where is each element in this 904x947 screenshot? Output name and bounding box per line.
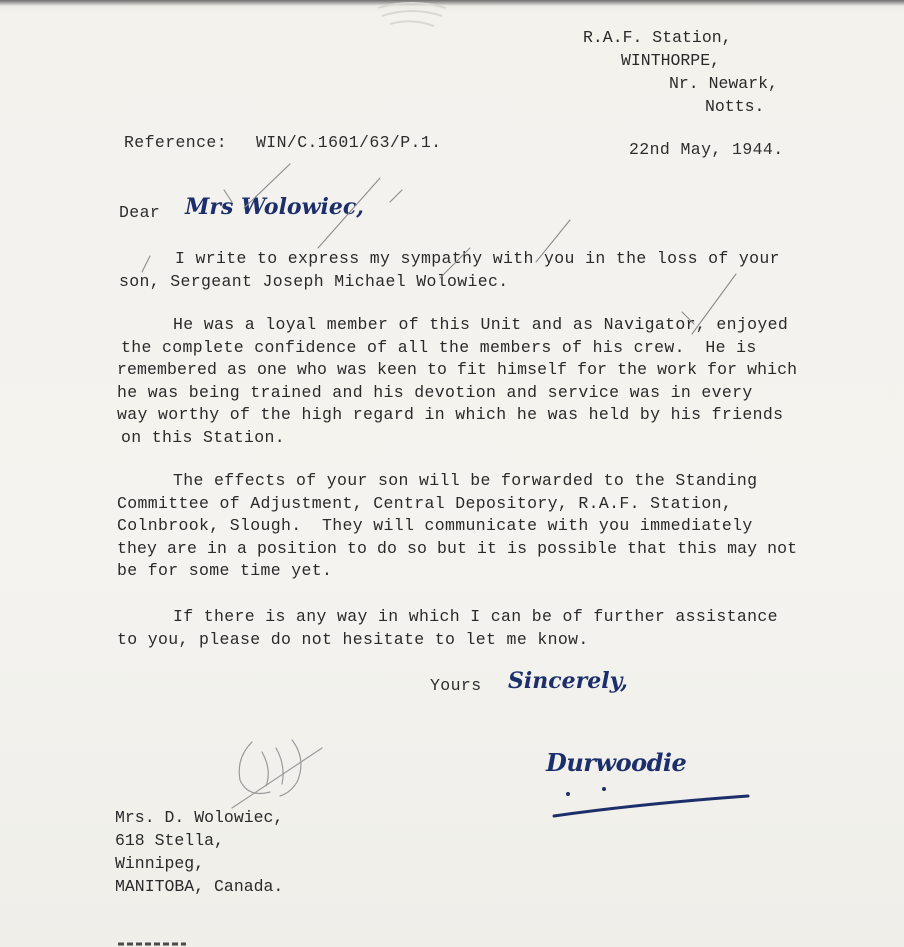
closing-handwritten: Sincerely, (508, 668, 628, 694)
paragraph-2-line-2: the complete confidence of all the members of his crew. He is (121, 337, 757, 357)
paragraph-2-line-5: way worthy of the high regard in which he was held by his friends (117, 405, 784, 424)
recipient-address (115, 806, 283, 898)
station-line-4: Notts. (705, 97, 765, 116)
paragraph-2-line-6: on this Station. (121, 427, 286, 447)
signature-underline (548, 776, 758, 826)
paragraph-3 (117, 470, 797, 583)
paragraph-3-line-4: they are in a position to do so but it is possible that this may not (117, 538, 798, 558)
paragraph-4-line-2: to you, please do not hesitate to let me know. (117, 629, 589, 649)
recipient-line-4: MANITOBA, Canada. (115, 877, 284, 896)
recipient-line-3: Winnipeg, (115, 854, 205, 873)
embossed-crest-mark (372, 0, 452, 42)
paragraph-1 (117, 248, 780, 293)
letter-date: 22nd May, 1944. (629, 140, 784, 159)
recipient-line-2: 618 Stella, (115, 831, 224, 850)
station-line-3: Nr. Newark, (669, 74, 778, 93)
salutation-typed: Dear (119, 203, 161, 222)
paragraph-2-line-1: He was a loyal member of this Unit and as Navigator, enjoyed (173, 315, 789, 334)
paragraph-2-line-3: remembered as one who was keen to fit himself for the work for which (117, 360, 798, 379)
paragraph-1-line-1: I write to express my sympathy with you in the loss of your (175, 249, 780, 268)
station-line-1: R.A.F. Station, (583, 28, 732, 47)
station-line-2: WINTHORPE, (621, 51, 721, 70)
signature-handwritten: Durwoodie (546, 748, 687, 777)
paragraph-3-line-5: be for some time yet. (117, 561, 333, 580)
reference-code: WIN/C.1601/63/P.1. (256, 133, 442, 152)
recipient-line-1: Mrs. D. Wolowiec, (115, 808, 284, 827)
page-top-edge-shadow (0, 0, 904, 6)
paragraph-2-line-4: he was being trained and his devotion and service was in every (117, 382, 753, 402)
salutation-handwritten: Mrs Wolowiec, (185, 194, 364, 220)
paragraph-1-line-2: son, Sergeant Joseph Michael Wolowiec. (119, 271, 509, 291)
reference-label: Reference: (124, 133, 228, 152)
station-address (583, 26, 778, 118)
paragraph-2 (117, 314, 797, 449)
paragraph-4 (117, 606, 778, 651)
paragraph-3-line-2: Committee of Adjustment, Central Depository, R.A.F. Station, (117, 493, 733, 513)
pencil-initials-scribble (222, 718, 342, 818)
closing-typed: Yours (430, 676, 482, 695)
paragraph-4-line-1: If there is any way in which I can be of further assistance (173, 607, 778, 626)
bottom-cutoff-text-fragment (116, 938, 196, 947)
paragraph-3-line-1: The effects of your son will be forwarded to the Standing (173, 471, 758, 490)
paragraph-3-line-3: Colnbrook, Slough. They will communicate with you immediately (117, 516, 753, 535)
